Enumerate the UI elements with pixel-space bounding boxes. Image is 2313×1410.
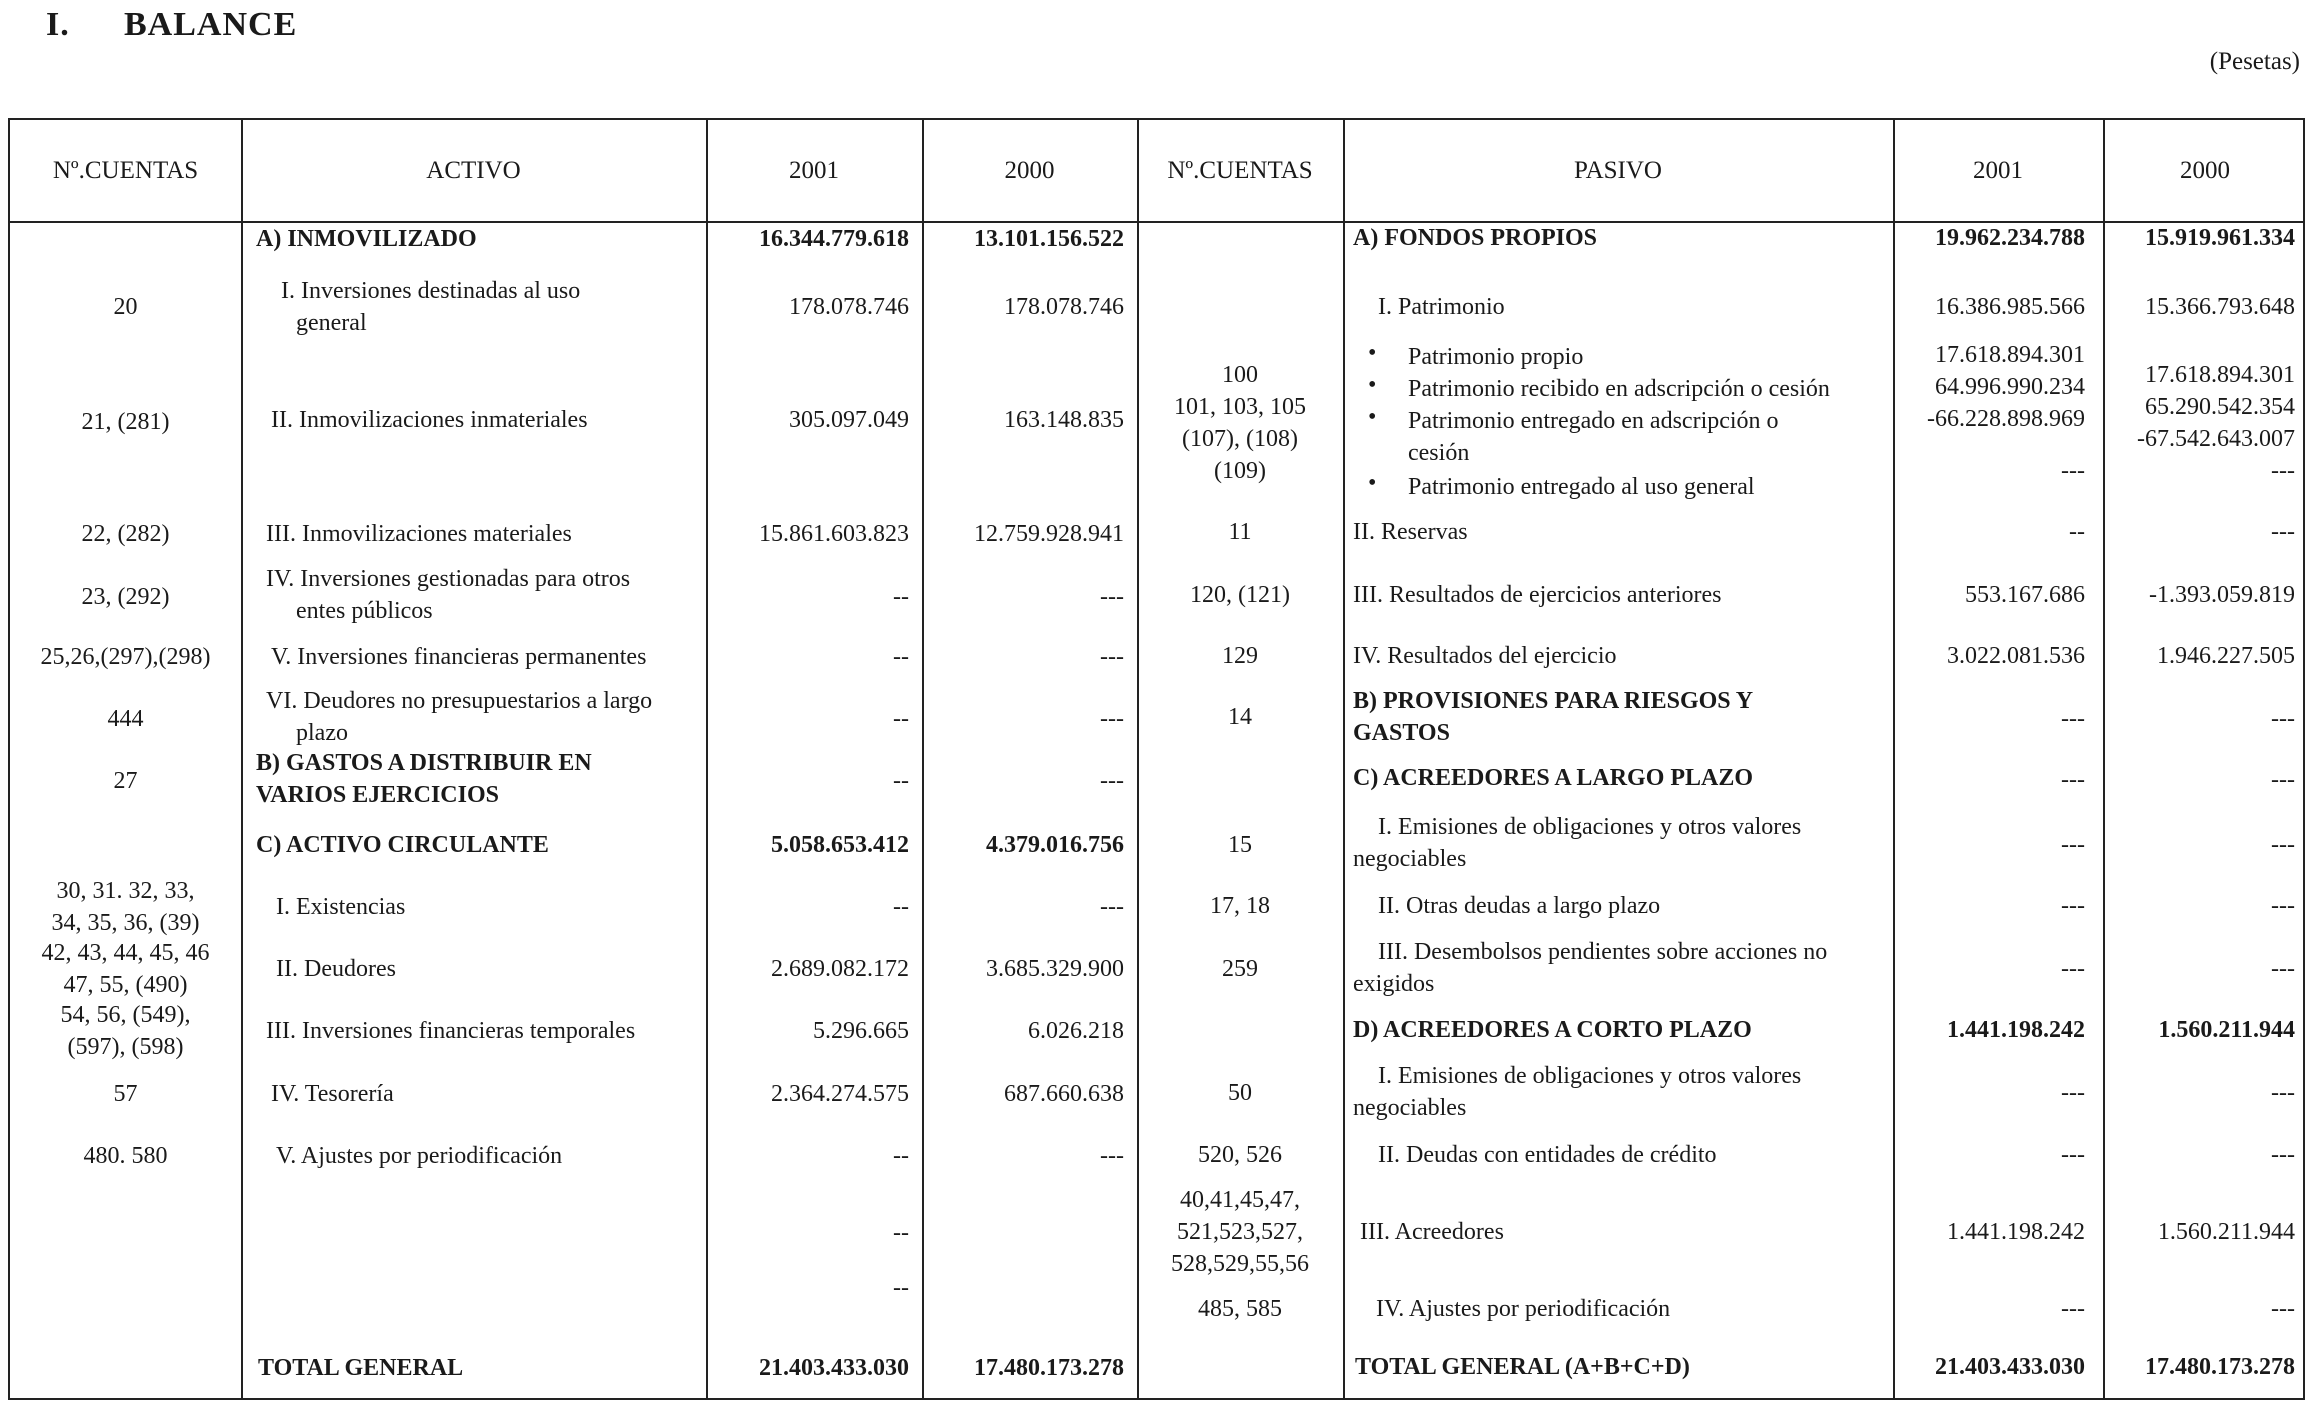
pasivo-d-title: D) ACREEDORES A CORTO PLAZO xyxy=(1353,1017,1752,1043)
activo-ci-2000: --- xyxy=(1100,894,1124,920)
pasivo-total-2000: 17.480.173.278 xyxy=(2145,1354,2295,1380)
activo-iv-2000: --- xyxy=(1100,584,1124,610)
pasivo-i-label: I. Patrimonio xyxy=(1378,294,1505,320)
activo-b-2000: --- xyxy=(1100,768,1124,794)
activo-b-2001: -- xyxy=(893,768,909,794)
activo-ci-cuenta: 30, 31. 32, 33, xyxy=(56,878,195,904)
activo-ci-cuenta-cont: 34, 35, 36, (39) xyxy=(51,910,200,936)
pasivo-dii-2001: --- xyxy=(2061,1142,2085,1168)
pasivo-ii-2000: --- xyxy=(2271,519,2295,545)
pasivo-ci-2000: --- xyxy=(2271,832,2295,858)
activo-total-label: TOTAL GENERAL xyxy=(258,1355,464,1381)
activo-cv-2001: -- xyxy=(893,1143,909,1169)
bullet-icon: • xyxy=(1368,470,1377,496)
pasivo-patrimonio-uso-general: Patrimonio entregado al uso general xyxy=(1408,474,1755,500)
pasivo-patrimonio-2001: -66.228.898.969 xyxy=(1927,406,2085,432)
activo-ciii-cuenta: 54, 56, (549), xyxy=(60,1002,191,1028)
activo-civ-2000: 687.660.638 xyxy=(1004,1081,1124,1107)
pasivo-ciii-cuenta: 259 xyxy=(1222,956,1258,982)
activo-c-2000: 4.379.016.756 xyxy=(986,832,1124,858)
pasivo-iv-2001: 3.022.081.536 xyxy=(1947,643,2085,669)
activo-b-title-cont: VARIOS EJERCICIOS xyxy=(256,782,499,808)
section-number: I. xyxy=(46,6,70,43)
pasivo-di-label: I. Emisiones de obligaciones y otros valores xyxy=(1378,1063,1802,1089)
header-cuentas-activo: Nº.CUENTAS xyxy=(52,156,199,184)
pasivo-iii-2000: -1.393.059.819 xyxy=(2149,582,2295,608)
pasivo-ci-label-cont: negociables xyxy=(1353,846,1467,872)
pasivo-patrimonio-cuenta: 101, 103, 105 xyxy=(1174,394,1306,420)
pasivo-diii-label: III. Acreedores xyxy=(1360,1219,1504,1245)
pasivo-patrimonio-entregado: Patrimonio entregado en adscripción o xyxy=(1408,408,1779,434)
header-2000-activo: 2000 xyxy=(1004,156,1055,184)
pasivo-patrimonio-propio: Patrimonio propio xyxy=(1408,344,1584,370)
bullet-icon: • xyxy=(1368,340,1377,366)
bullet-icon: • xyxy=(1368,404,1377,430)
pasivo-ci-label: I. Emisiones de obligaciones y otros valores xyxy=(1378,814,1802,840)
activo-iv-label-cont: entes públicos xyxy=(296,598,433,624)
header-pasivo: PASIVO xyxy=(1573,156,1662,184)
column-divider xyxy=(241,120,243,1398)
activo-a-title: A) INMOVILIZADO xyxy=(256,226,477,252)
pasivo-diii-cuenta: 40,41,45,47, xyxy=(1180,1187,1300,1213)
activo-ciii-2000: 6.026.218 xyxy=(1028,1018,1124,1044)
pasivo-patrimonio-cuenta: (107), (108) xyxy=(1182,426,1298,452)
activo-i-2001: 178.078.746 xyxy=(789,294,909,320)
activo-iv-cuenta: 23, (292) xyxy=(81,584,170,610)
column-divider xyxy=(1893,120,1895,1398)
activo-civ-label: IV. Tesorería xyxy=(271,1081,394,1107)
activo-iii-2000: 12.759.928.941 xyxy=(974,521,1124,547)
pasivo-iv-label: IV. Resultados del ejercicio xyxy=(1353,643,1617,669)
pasivo-total-2001: 21.403.433.030 xyxy=(1935,1354,2085,1380)
pasivo-b-title-cont: GASTOS xyxy=(1353,720,1450,746)
pasivo-patrimonio-cuenta: 100 xyxy=(1222,362,1258,388)
column-divider xyxy=(2103,120,2105,1398)
pasivo-iii-cuenta: 120, (121) xyxy=(1190,582,1290,608)
activo-ii-label: II. Inmovilizaciones inmateriales xyxy=(271,407,588,433)
column-divider xyxy=(1343,120,1345,1398)
activo-ii-2001: 305.097.049 xyxy=(789,407,909,433)
pasivo-dii-cuenta: 520, 526 xyxy=(1198,1142,1282,1168)
pasivo-ciii-label: III. Desembolsos pendientes sobre acciones no xyxy=(1378,939,1828,965)
activo-iii-cuenta: 22, (282) xyxy=(81,521,170,547)
pasivo-diii-2000: 1.560.211.944 xyxy=(2157,1219,2295,1245)
pasivo-a-2001: 19.962.234.788 xyxy=(1935,225,2085,251)
activo-v-label: V. Inversiones financieras permanentes xyxy=(271,644,647,670)
activo-b-cuenta: 27 xyxy=(113,768,138,794)
activo-vi-cuenta: 444 xyxy=(107,706,144,732)
pasivo-diii-2001: 1.441.198.242 xyxy=(1947,1219,2085,1245)
pasivo-div-2000: --- xyxy=(2271,1296,2295,1322)
bullet-icon: • xyxy=(1368,372,1377,398)
header-activo: ACTIVO xyxy=(426,156,521,184)
activo-vi-label: VI. Deudores no presupuestarios a largo xyxy=(266,688,653,714)
activo-vi-label-cont: plazo xyxy=(296,720,348,746)
pasivo-cii-cuenta: 17, 18 xyxy=(1210,893,1270,919)
pasivo-a-2000: 15.919.961.334 xyxy=(2145,225,2295,251)
currency-unit: (Pesetas) xyxy=(2209,48,2300,75)
pasivo-ci-2001: --- xyxy=(2061,832,2085,858)
pasivo-ci-cuenta: 15 xyxy=(1228,832,1252,858)
activo-cii-2001: 2.689.082.172 xyxy=(771,956,909,982)
header-cuentas-pasivo: Nº.CUENTAS xyxy=(1167,156,1313,184)
activo-iii-2001: 15.861.603.823 xyxy=(759,521,909,547)
pasivo-iii-2001: 553.167.686 xyxy=(1965,582,2085,608)
activo-cv-label: V. Ajustes por periodificación xyxy=(276,1143,563,1169)
pasivo-patrimonio-recibido: Patrimonio recibido en adscripción o cesión xyxy=(1408,376,1830,402)
pasivo-div-cuenta: 485, 585 xyxy=(1198,1296,1282,1322)
pasivo-patrimonio-2000: 65.290.542.354 xyxy=(2145,394,2295,420)
pasivo-c-title: C) ACREEDORES A LARGO PLAZO xyxy=(1353,765,1754,791)
pasivo-div-label: IV. Ajustes por periodificación xyxy=(1376,1296,1671,1322)
activo-ciii-2001: 5.296.665 xyxy=(813,1018,909,1044)
activo-iv-2001: -- xyxy=(893,584,909,610)
pasivo-patrimonio-2001: 17.618.894.301 xyxy=(1935,342,2085,368)
pasivo-i-2000: 15.366.793.648 xyxy=(2145,294,2295,320)
pasivo-di-2001: --- xyxy=(2061,1080,2085,1106)
activo-total-2001: 21.403.433.030 xyxy=(759,1355,909,1381)
activo-c-2001: 5.058.653.412 xyxy=(771,832,909,858)
pasivo-iv-cuenta: 129 xyxy=(1222,643,1258,669)
activo-i-label-cont: general xyxy=(296,310,367,336)
activo-cii-cuenta-cont: 47, 55, (490) xyxy=(63,972,188,998)
pasivo-ii-2001: -- xyxy=(2069,519,2085,545)
activo-total-2000: 17.480.173.278 xyxy=(974,1355,1124,1381)
pasivo-patrimonio-2000: --- xyxy=(2271,458,2295,484)
activo-civ-cuenta: 57 xyxy=(113,1081,138,1107)
activo-blank-2001: -- xyxy=(893,1275,909,1301)
activo-v-2001: -- xyxy=(893,644,909,670)
pasivo-dii-2000: --- xyxy=(2271,1142,2295,1168)
activo-cii-cuenta: 42, 43, 44, 45, 46 xyxy=(41,940,210,966)
pasivo-total-label: TOTAL GENERAL (A+B+C+D) xyxy=(1355,1354,1690,1380)
pasivo-ciii-2000: --- xyxy=(2271,956,2295,982)
pasivo-b-2001: --- xyxy=(2061,706,2085,732)
pasivo-diii-cuenta-cont: 528,529,55,56 xyxy=(1171,1251,1309,1277)
activo-civ-2001: 2.364.274.575 xyxy=(771,1081,909,1107)
pasivo-patrimonio-2001: --- xyxy=(2061,458,2085,484)
balance-table xyxy=(8,118,2305,1400)
activo-ciii-label: III. Inversiones financieras temporales xyxy=(266,1018,636,1044)
activo-cv-2000: --- xyxy=(1100,1143,1124,1169)
pasivo-cii-2000: --- xyxy=(2271,893,2295,919)
pasivo-b-title: B) PROVISIONES PARA RIESGOS Y xyxy=(1353,688,1754,714)
pasivo-patrimonio-2001: 64.996.990.234 xyxy=(1935,374,2085,400)
pasivo-d-2000: 1.560.211.944 xyxy=(2158,1017,2295,1043)
pasivo-a-title: A) FONDOS PROPIOS xyxy=(1353,225,1598,251)
activo-v-cuenta: 25,26,(297),(298) xyxy=(40,644,211,670)
pasivo-patrimonio-cuenta: (109) xyxy=(1214,458,1266,484)
pasivo-di-cuenta: 50 xyxy=(1228,1080,1252,1106)
activo-v-2000: --- xyxy=(1100,644,1124,670)
pasivo-c-2000: --- xyxy=(2271,767,2295,793)
pasivo-b-cuenta: 14 xyxy=(1228,704,1252,730)
pasivo-patrimonio-2000: -67.542.643.007 xyxy=(2137,426,2295,452)
activo-vi-2000: --- xyxy=(1100,706,1124,732)
pasivo-iv-2000: 1.946.227.505 xyxy=(2157,643,2295,669)
activo-ii-cuenta: 21, (281) xyxy=(81,409,170,435)
pasivo-i-2001: 16.386.985.566 xyxy=(1935,294,2085,320)
activo-b-title: B) GASTOS A DISTRIBUIR EN xyxy=(256,750,592,776)
activo-a-2001: 16.344.779.618 xyxy=(759,226,909,252)
column-divider xyxy=(706,120,708,1398)
activo-cii-label: II. Deudores xyxy=(276,956,396,982)
activo-ci-label: I. Existencias xyxy=(276,894,406,920)
pasivo-ii-cuenta: 11 xyxy=(1228,519,1252,545)
pasivo-cii-2001: --- xyxy=(2061,893,2085,919)
pasivo-diii-cuenta-cont: 521,523,527, xyxy=(1177,1219,1303,1245)
activo-i-cuenta: 20 xyxy=(113,294,138,320)
pasivo-ii-label: II. Reservas xyxy=(1353,519,1468,545)
header-2001-activo: 2001 xyxy=(789,156,839,184)
pasivo-b-2000: --- xyxy=(2271,706,2295,732)
pasivo-iii-label: III. Resultados de ejercicios anteriores xyxy=(1353,582,1722,608)
pasivo-div-2001: --- xyxy=(2061,1296,2085,1322)
page-title xyxy=(46,6,297,44)
activo-c-title: C) ACTIVO CIRCULANTE xyxy=(256,832,549,858)
pasivo-dii-label: II. Deudas con entidades de crédito xyxy=(1378,1142,1717,1168)
activo-i-2000: 178.078.746 xyxy=(1004,294,1124,320)
activo-iv-label: IV. Inversiones gestionadas para otros xyxy=(266,566,631,592)
pasivo-ciii-label-cont: exigidos xyxy=(1353,971,1435,997)
pasivo-cii-label: II. Otras deudas a largo plazo xyxy=(1378,893,1661,919)
activo-blank-2001: -- xyxy=(893,1220,909,1246)
activo-ciii-cuenta-cont: (597), (598) xyxy=(67,1034,184,1060)
column-divider xyxy=(922,120,924,1398)
activo-a-2000: 13.101.156.522 xyxy=(974,226,1124,252)
pasivo-d-2001: 1.441.198.242 xyxy=(1947,1017,2085,1043)
activo-i-label: I. Inversiones destinadas al uso xyxy=(281,278,581,304)
activo-cii-2000: 3.685.329.900 xyxy=(986,956,1124,982)
activo-ci-2001: -- xyxy=(893,894,909,920)
header-2001-pasivo: 2001 xyxy=(1973,156,2023,184)
activo-ii-2000: 163.148.835 xyxy=(1004,407,1124,433)
activo-vi-2001: -- xyxy=(893,706,909,732)
activo-cv-cuenta: 480. 580 xyxy=(83,1143,168,1169)
pasivo-di-label-cont: negociables xyxy=(1353,1095,1467,1121)
pasivo-ciii-2001: --- xyxy=(2061,956,2085,982)
section-title: BALANCE xyxy=(124,6,298,43)
pasivo-di-2000: --- xyxy=(2271,1080,2295,1106)
pasivo-patrimonio-entregado-cont: cesión xyxy=(1408,440,1470,466)
activo-iii-label: III. Inmovilizaciones materiales xyxy=(266,521,572,547)
pasivo-c-2001: --- xyxy=(2061,767,2085,793)
pasivo-patrimonio-2000: 17.618.894.301 xyxy=(2145,362,2295,388)
header-2000-pasivo: 2000 xyxy=(2180,156,2230,184)
